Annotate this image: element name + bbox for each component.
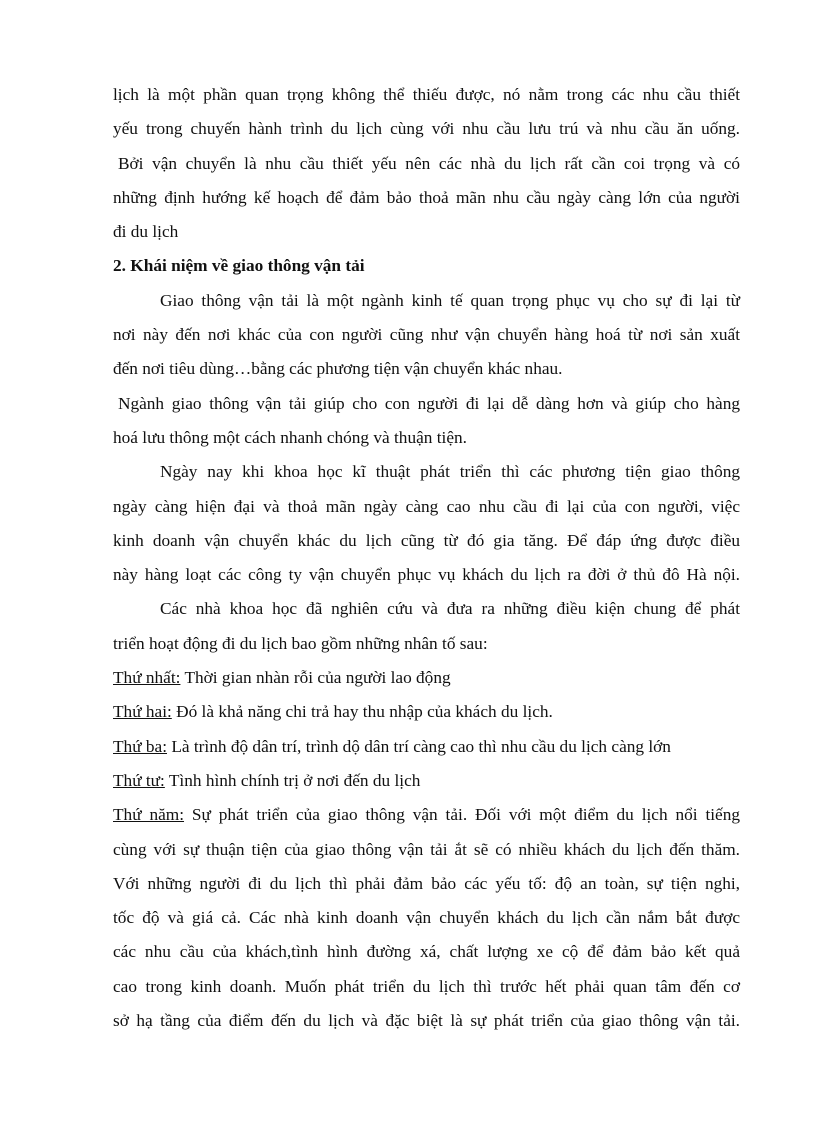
factor-item <box>113 764 740 798</box>
factor-label: Thứ hai: <box>113 702 172 722</box>
paragraph-line: yếu trong chuyến hành trình du lịch cùng với nhu cầu lưu trú và nhu cầu ăn uống. <box>113 119 740 139</box>
paragraph-line: cao trong kinh doanh. Muốn phát triển du lịch thì trước hết phải quan tâm đến cơ <box>113 976 740 996</box>
factor-item <box>113 695 740 729</box>
document-body <box>113 78 740 1038</box>
paragraph-line: hoá lưu thông một cách nhanh chóng và thuận tiện. <box>113 427 467 447</box>
factor-item <box>113 798 740 832</box>
factor-text: Thời gian nhàn rỗi của người lao động <box>180 668 451 688</box>
paragraph-line: triển hoạt động đi du lịch bao gồm những nhân tố sau: <box>113 633 488 653</box>
paragraph-line: này hàng loạt các công ty vận chuyển phục vụ khách du lịch ra đời ở thủ đô Hà nội. <box>113 565 740 585</box>
factor-text: Sự phát triển của giao thông vận tải. Đối với một điểm du lịch nổi tiếng <box>184 805 741 825</box>
paragraph-line: Ngày nay khi khoa học kĩ thuật phát triển thì các phương tiện giao thông <box>160 462 740 482</box>
paragraph-line: Bởi vận chuyển là nhu cầu thiết yếu nên các nhà du lịch rất cần coi trọng và có <box>118 153 740 173</box>
factor-label: Thứ ba: <box>113 736 167 756</box>
factor-item <box>113 730 740 764</box>
factor-text: Tình hình chính trị ở nơi đến du lịch <box>164 770 421 790</box>
factor-text: Là trình độ dân trí, trình dộ dân trí càng cao thì nhu cầu du lịch càng lớn <box>167 736 671 756</box>
paragraph-line: sở hạ tầng của điểm đến du lịch và đặc biệt là sự phát triển của giao thông vận tải. <box>113 1011 740 1031</box>
paragraph-line: Ngành giao thông vận tải giúp cho con người đi lại dễ dàng hơn và giúp cho hàng <box>118 393 740 413</box>
paragraph-line: các nhu cầu của khách,tình hình đường xá, chất lượng xe cộ để đảm bảo kết quả <box>113 942 740 962</box>
section-heading: 2. Khái niệm về giao thông vận tải <box>113 256 365 276</box>
paragraph-line: cùng với sự thuận tiện của giao thông vận tải ắt sẽ có nhiều khách du lịch đến thăm. <box>113 839 740 859</box>
factor-label: Thứ năm: <box>113 805 185 825</box>
factor-label: Thứ nhất: <box>113 668 181 688</box>
paragraph-line: nơi này đến nơi khác của con người cũng như vận chuyển hàng hoá từ nơi sản xuất <box>113 325 740 345</box>
paragraph-line: lịch là một phần quan trọng không thể thiếu được, nó nằm trong các nhu cầu thiết <box>113 85 740 104</box>
paragraph-line: những định hướng kế hoạch để đảm bảo thoả mãn nhu cầu ngày càng lớn của người <box>113 187 740 207</box>
paragraph-line: Với những người đi du lịch thì phải đảm bảo các yếu tố: độ an toàn, sự tiện nghi, <box>113 873 740 893</box>
paragraph-line: kinh doanh vận chuyển khác du lịch cũng từ đó gia tăng. Để đáp ứng được điều <box>113 530 740 550</box>
factor-item <box>113 661 740 695</box>
paragraph-line: đi du lịch <box>113 222 179 242</box>
factor-label: Thứ tư: <box>113 770 165 790</box>
paragraph-line: ngày càng hiện đại và thoả mãn ngày càng cao nhu cầu đi lại của con người, việc <box>113 496 740 516</box>
paragraph-line: tốc độ và giá cả. Các nhà kinh doanh vận chuyển khách du lịch cần nắm bắt được <box>113 908 740 928</box>
paragraph-line: đến nơi tiêu dùng…bằng các phương tiện vận chuyển khác nhau. <box>113 359 563 379</box>
paragraph-line: Các nhà khoa học đã nghiên cứu và đưa ra những điều kiện chung để phát <box>160 599 740 619</box>
factor-text: Đó là khả năng chi trả hay thu nhập của khách du lịch. <box>171 702 553 722</box>
paragraph-line: Giao thông vận tải là một ngành kinh tế quan trọng phục vụ cho sự đi lại từ <box>160 290 740 310</box>
